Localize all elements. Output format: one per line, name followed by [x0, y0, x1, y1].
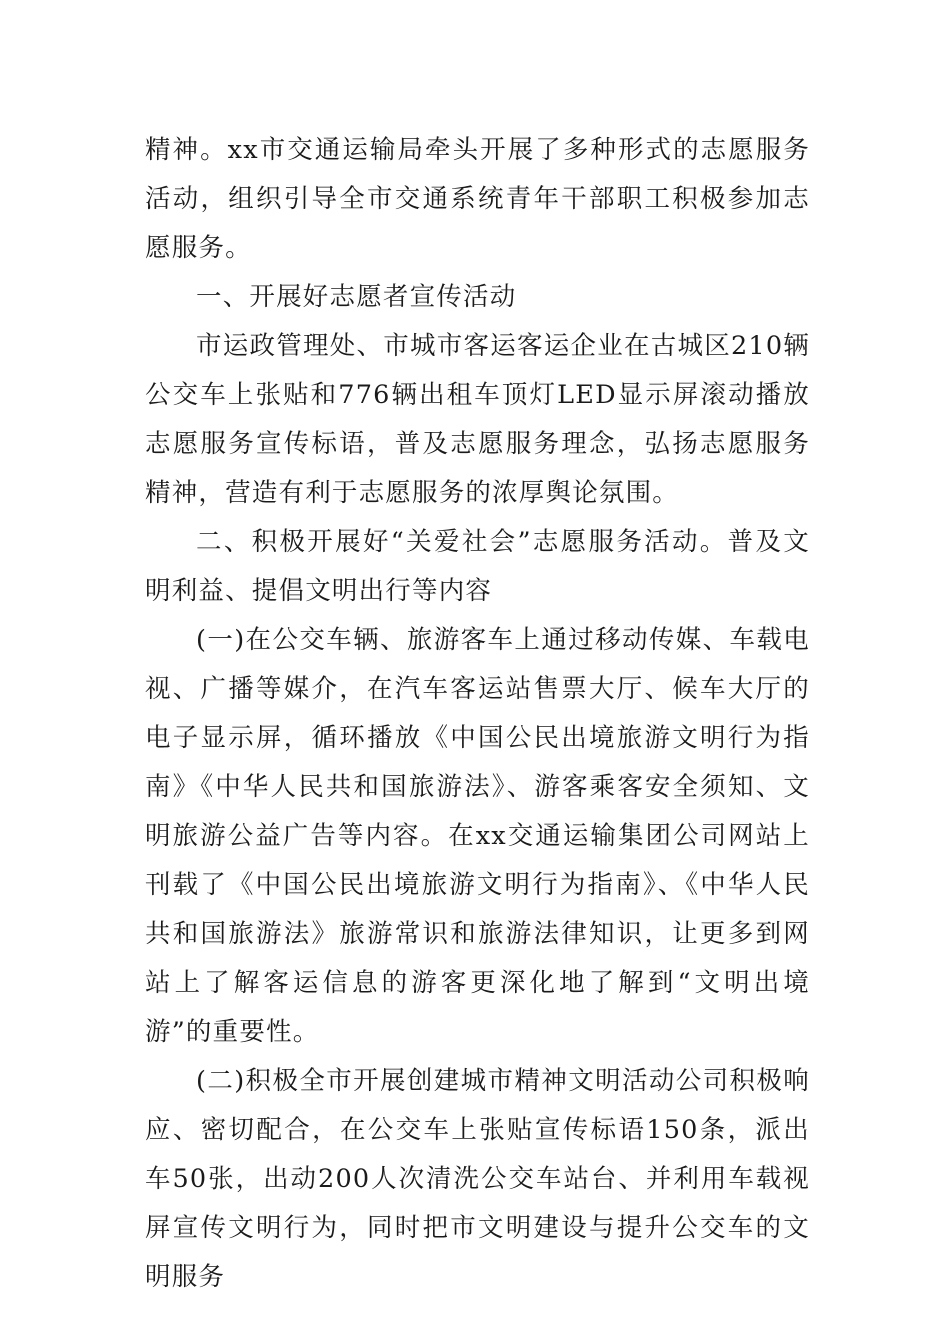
document-body — [145, 126, 810, 1302]
section-heading-2: 二、积极开展好“关爱社会”志愿服务活动。普及文明利益、提倡文明出行等内容 — [145, 527, 810, 606]
section-heading-1: 一、开展好志愿者宣传活动 — [196, 282, 517, 312]
paragraph-subitem-1: (一)在公交车辆、旅游客车上通过移动传媒、车载电视、广播等媒介，在汽车客运站售票大厅、候车大厅的电子显示屏，循环播放《中国公民出境旅游文明行为指南》《中华人民共和国旅游法》、游客乘客安全须知、文明旅游公益广告等内容。在xx交通运输集团公司网站上刊载了《中国公民出境旅游文明行为指南》、《中华人民共和国旅游法》旅游常识和旅游法律知识，让更多到网站上了解客运信息的游客更深化地了解到“文明出境游”的重要性。 — [145, 625, 810, 1047]
paragraph-subitem-2: (二)积极全市开展创建城市精神文明活动公司积极响应、密切配合，在公交车上张贴宣传标语150条，派出车50张，出动200人次清洗公交车站台、并利用车载视屏宣传文明行为，同时把市文明建设与提升公交车的文明服务 — [145, 1066, 810, 1292]
paragraph-publicity: 市运政管理处、市城市客运客运企业在古城区210辆公交车上张贴和776辆出租车顶灯LED显示屏滚动播放志愿服务宣传标语，普及志愿服务理念，弘扬志愿服务精神，营造有利于志愿服务的浓厚舆论氛围。 — [145, 331, 810, 508]
paragraph-continuation: 精神。xx市交通运输局牵头开展了多种形式的志愿服务活动，组织引导全市交通系统青年干部职工积极参加志愿服务。 — [145, 135, 810, 263]
